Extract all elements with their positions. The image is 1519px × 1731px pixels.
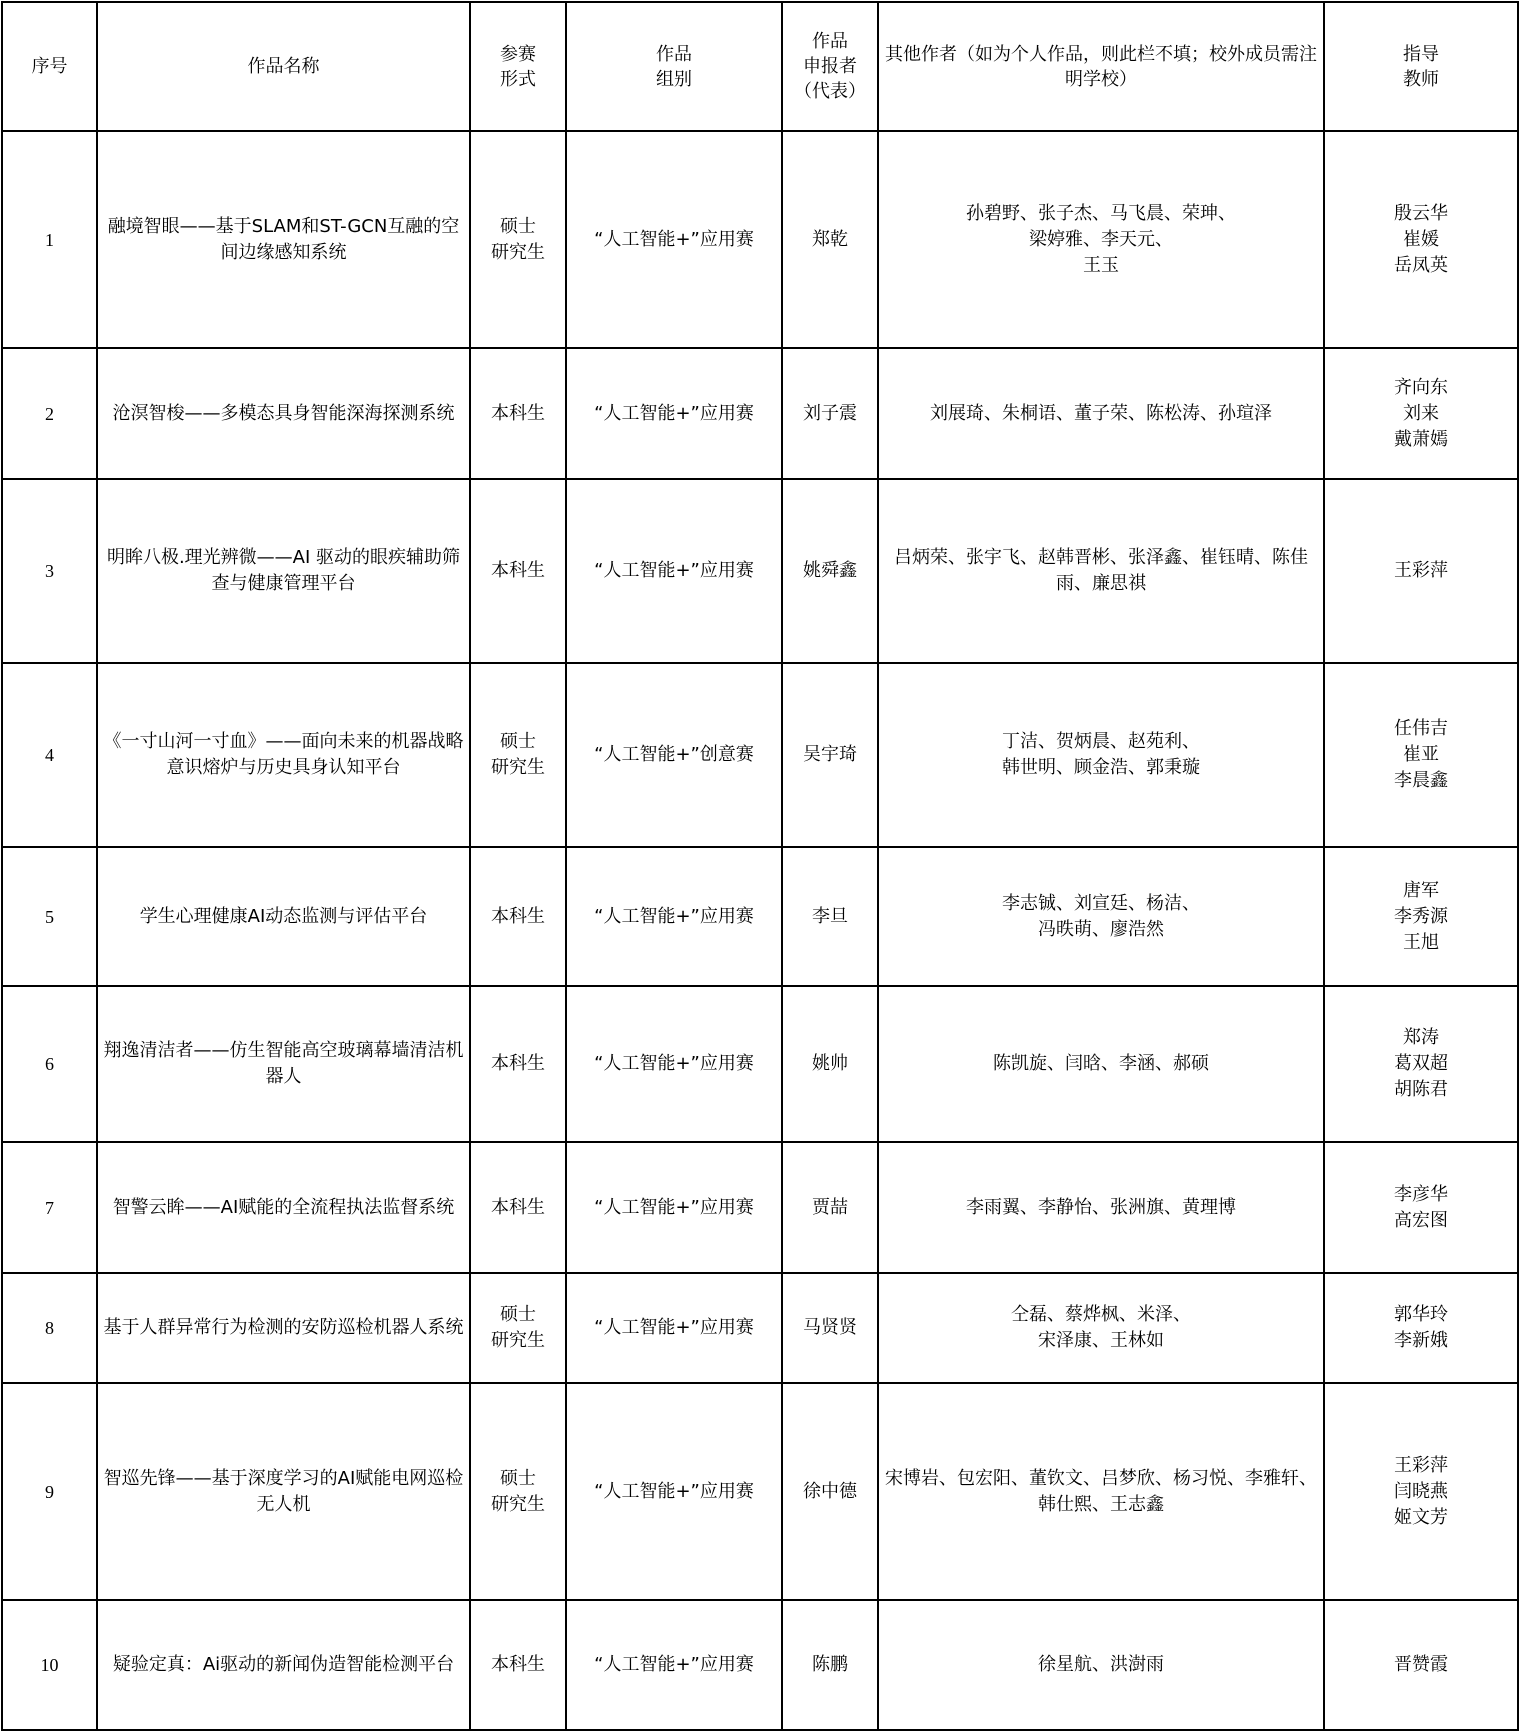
header-format: 参赛 形式	[470, 2, 566, 131]
row-index: 2	[2, 348, 97, 479]
row-title: 智巡先锋——基于深度学习的AI赋能电网巡检无人机	[97, 1383, 470, 1600]
row-title: 明眸八极.理光辨微——AI 驱动的眼疾辅助筛查与健康管理平台	[97, 479, 470, 663]
row-coauthors: 吕炳荣、张宇飞、赵韩晋彬、张泽鑫、崔钰晴、陈佳雨、廉思祺	[878, 479, 1324, 663]
row-index: 1	[2, 131, 97, 348]
table-row	[2, 1273, 1518, 1383]
row-advisors: 王彩萍 闫晓燕 姬文芳	[1324, 1383, 1518, 1600]
table-row	[2, 986, 1518, 1142]
header-title: 作品名称	[97, 2, 470, 131]
row-group: “人工智能+”应用赛	[566, 131, 782, 348]
row-format: 本科生	[470, 1600, 566, 1730]
row-format: 硕士 研究生	[470, 1383, 566, 1600]
header-advisors: 指导 教师	[1324, 2, 1518, 131]
row-advisors: 任伟吉 崔亚 李晨鑫	[1324, 663, 1518, 847]
row-coauthors: 李雨翼、李静怡、张洲旗、黄理博	[878, 1142, 1324, 1273]
row-applicant: 李旦	[782, 847, 878, 986]
row-advisors: 郭华玲 李新娥	[1324, 1273, 1518, 1383]
row-group: “人工智能+”应用赛	[566, 348, 782, 479]
row-coauthors: 仝磊、蔡烨枫、米泽、 宋泽康、王林如	[878, 1273, 1324, 1383]
header-row	[2, 2, 1518, 131]
row-coauthors: 李志铖、刘宣廷、杨洁、 冯昳萌、廖浩然	[878, 847, 1324, 986]
row-group: “人工智能+”创意赛	[566, 663, 782, 847]
row-format: 本科生	[470, 1142, 566, 1273]
header-group: 作品 组别	[566, 2, 782, 131]
row-group: “人工智能+”应用赛	[566, 847, 782, 986]
table-row	[2, 348, 1518, 479]
row-applicant: 贾喆	[782, 1142, 878, 1273]
row-title: 翔逸清洁者——仿生智能高空玻璃幕墙清洁机器人	[97, 986, 470, 1142]
row-advisors: 郑涛 葛双超 胡陈君	[1324, 986, 1518, 1142]
table-row	[2, 479, 1518, 663]
row-group: “人工智能+”应用赛	[566, 1142, 782, 1273]
row-format: 硕士 研究生	[470, 131, 566, 348]
row-group: “人工智能+”应用赛	[566, 986, 782, 1142]
row-group: “人工智能+”应用赛	[566, 479, 782, 663]
row-title: 《一寸山河一寸血》——面向未来的机器战略意识熔炉与历史具身认知平台	[97, 663, 470, 847]
row-index: 10	[2, 1600, 97, 1730]
header-index: 序号	[2, 2, 97, 131]
row-title: 融境智眼——基于SLAM和ST-GCN互融的空间边缘感知系统	[97, 131, 470, 348]
row-format: 本科生	[470, 986, 566, 1142]
row-advisors: 齐向东 刘来 戴萧嫣	[1324, 348, 1518, 479]
row-advisors: 李彦华 高宏图	[1324, 1142, 1518, 1273]
row-title: 沧溟智梭——多模态具身智能深海探测系统	[97, 348, 470, 479]
row-applicant: 郑乾	[782, 131, 878, 348]
row-group: “人工智能+”应用赛	[566, 1273, 782, 1383]
row-coauthors: 丁洁、贺炳晨、赵苑利、 韩世明、顾金浩、郭秉璇	[878, 663, 1324, 847]
row-index: 5	[2, 847, 97, 986]
row-title: 基于人群异常行为检测的安防巡检机器人系统	[97, 1273, 470, 1383]
row-format: 本科生	[470, 847, 566, 986]
row-index: 4	[2, 663, 97, 847]
row-index: 7	[2, 1142, 97, 1273]
table-row	[2, 847, 1518, 986]
table-row	[2, 663, 1518, 847]
entries-table	[1, 1, 1519, 1731]
row-format: 硕士 研究生	[470, 1273, 566, 1383]
row-applicant: 马贤贤	[782, 1273, 878, 1383]
row-index: 8	[2, 1273, 97, 1383]
row-advisors: 晋赞霞	[1324, 1600, 1518, 1730]
row-applicant: 刘子震	[782, 348, 878, 479]
row-title: 疑验定真：Ai驱动的新闻伪造智能检测平台	[97, 1600, 470, 1730]
row-coauthors: 徐星航、洪澍雨	[878, 1600, 1324, 1730]
row-advisors: 唐军 李秀源 王旭	[1324, 847, 1518, 986]
row-title: 学生心理健康AI动态监测与评估平台	[97, 847, 470, 986]
row-applicant: 徐中德	[782, 1383, 878, 1600]
row-group: “人工智能+”应用赛	[566, 1600, 782, 1730]
row-applicant: 吴宇琦	[782, 663, 878, 847]
row-format: 本科生	[470, 348, 566, 479]
row-applicant: 姚舜鑫	[782, 479, 878, 663]
row-coauthors: 刘展琦、朱桐语、董子荣、陈松涛、孙瑄泽	[878, 348, 1324, 479]
row-format: 本科生	[470, 479, 566, 663]
row-format: 硕士 研究生	[470, 663, 566, 847]
row-index: 9	[2, 1383, 97, 1600]
table-row	[2, 1142, 1518, 1273]
row-applicant: 姚帅	[782, 986, 878, 1142]
table-row	[2, 1600, 1518, 1730]
row-advisors: 殷云华 崔媛 岳凤英	[1324, 131, 1518, 348]
header-coauthors: 其他作者（如为个人作品，则此栏不填；校外成员需注明学校）	[878, 2, 1324, 131]
row-coauthors: 宋博岩、包宏阳、董钦文、吕梦欣、杨习悦、李雅轩、韩仕熙、王志鑫	[878, 1383, 1324, 1600]
row-index: 3	[2, 479, 97, 663]
row-coauthors: 孙碧野、张子杰、马飞晨、荣珅、 梁婷雅、李天元、 王玉	[878, 131, 1324, 348]
row-advisors: 王彩萍	[1324, 479, 1518, 663]
header-applicant: 作品 申报者 （代表）	[782, 2, 878, 131]
row-title: 智警云眸——AI赋能的全流程执法监督系统	[97, 1142, 470, 1273]
table-row	[2, 131, 1518, 348]
row-index: 6	[2, 986, 97, 1142]
table-row	[2, 1383, 1518, 1600]
row-coauthors: 陈凯旋、闫晗、李涵、郝硕	[878, 986, 1324, 1142]
row-group: “人工智能+”应用赛	[566, 1383, 782, 1600]
row-applicant: 陈鹏	[782, 1600, 878, 1730]
